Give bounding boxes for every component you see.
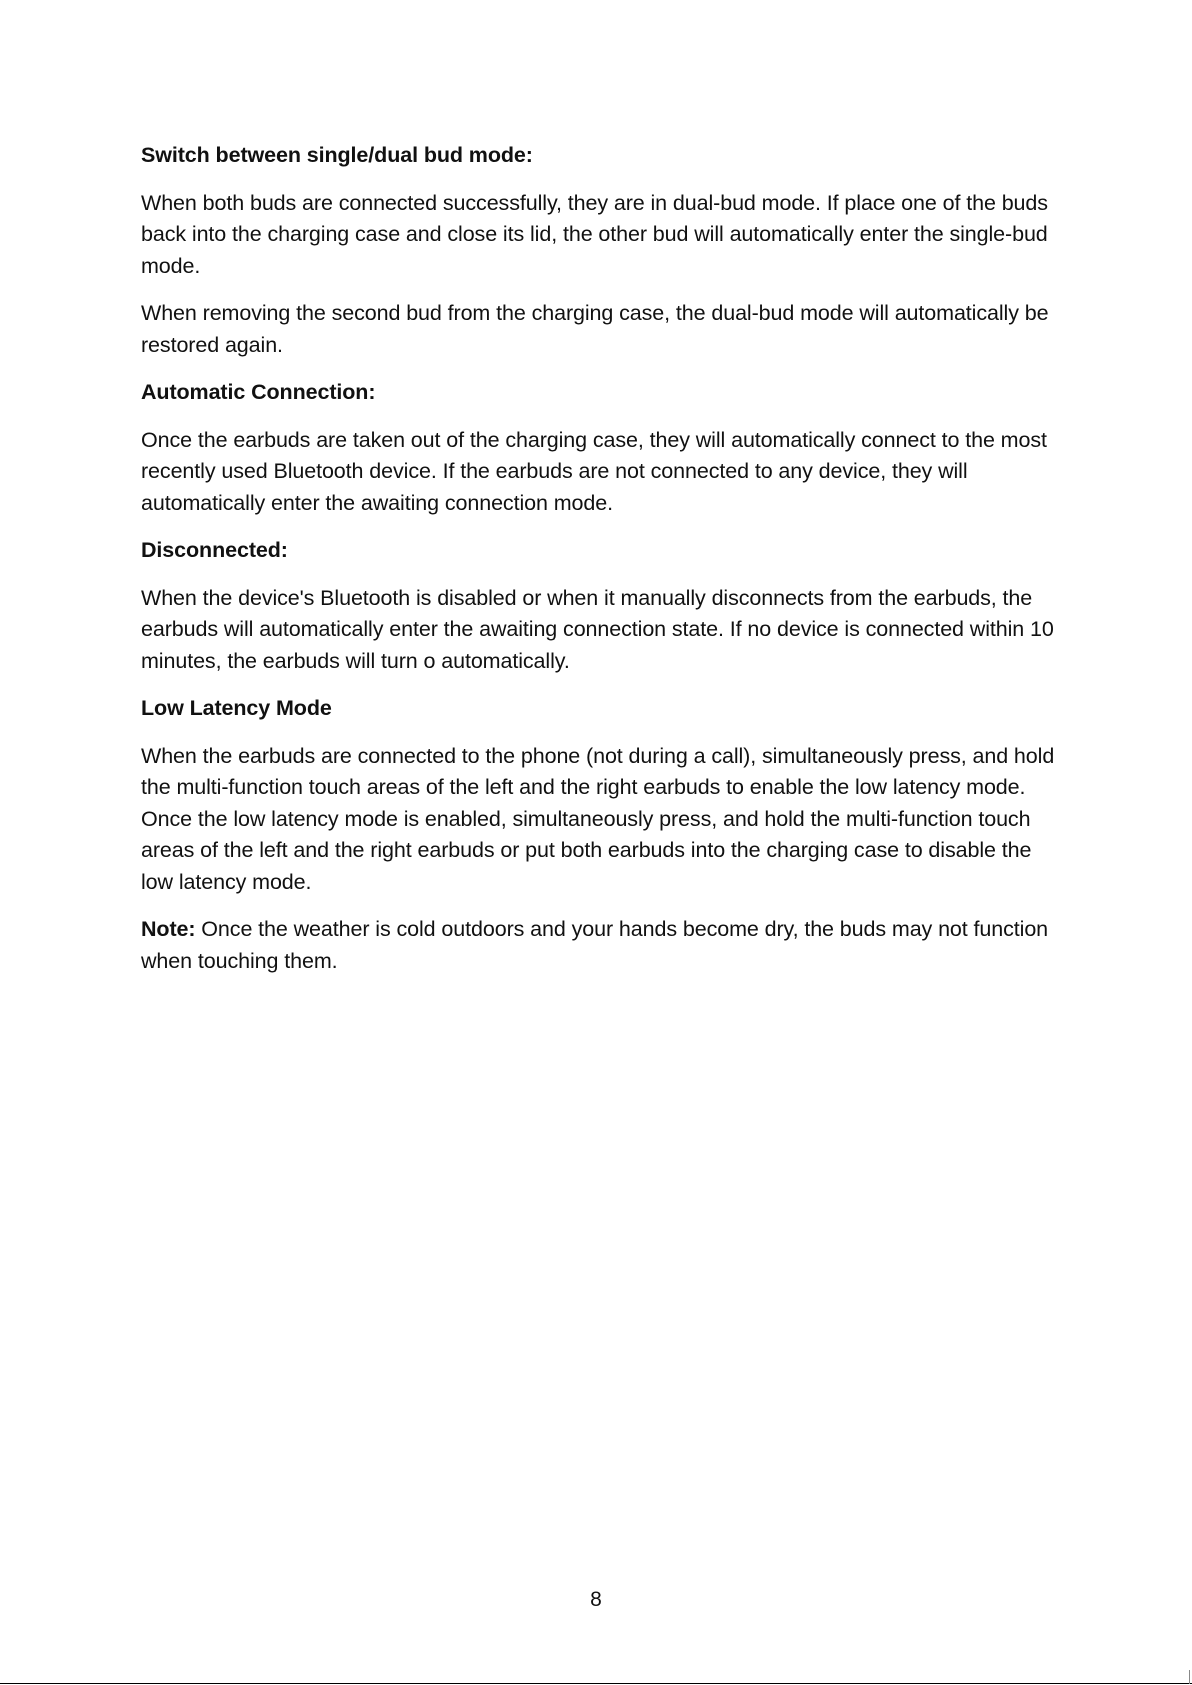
page-content xyxy=(141,140,1061,993)
automatic-connection-paragraph: Once the earbuds are taken out of the charging case, they will automatically connect to the most recently used Bluetooth device. If the earbuds are not connected to any device, they will automatically enter the awaiting connection mode. xyxy=(141,427,1047,515)
automatic-connection-heading: Automatic Connection: xyxy=(141,380,376,404)
note-text: Once the weather is cold outdoors and your hands become dry, the buds may not function when touching them. xyxy=(141,917,1049,973)
switch-mode-heading: Switch between single/dual bud mode: xyxy=(141,143,533,167)
low-latency-paragraph: When the earbuds are connected to the phone (not during a call), simultaneously press, and hold the multi-function touch areas of the left and the right earbuds to enable the low latency mode. Once the low latency mode is enabled, simultaneously press, and hold the multi-function touch areas of the left and the right earbuds or put both earbuds into the charging case to disable the low latency mode. xyxy=(141,743,1055,894)
page-bottom-border xyxy=(0,1683,1192,1684)
switch-mode-paragraph-1: When both buds are connected successfully, they are in dual-bud mode. If place one of the buds back into the charging case and close its lid, the other bud will automatically enter the single-bud mode. xyxy=(141,190,1048,278)
note-paragraph xyxy=(141,914,1061,977)
page-number: 8 xyxy=(590,1588,602,1611)
page-corner-mark xyxy=(1189,1670,1190,1684)
disconnected-paragraph: When the device's Bluetooth is disabled or when it manually disconnects from the earbuds, the earbuds will automatically enter the awaiting connection state. If no device is connected within 10 minutes, the earbuds will turn o automatically. xyxy=(141,585,1054,673)
low-latency-heading: Low Latency Mode xyxy=(141,696,332,720)
switch-mode-paragraph-2: When removing the second bud from the charging case, the dual-bud mode will automatically be restored again. xyxy=(141,301,1049,357)
disconnected-heading: Disconnected: xyxy=(141,538,288,562)
note-label: Note: xyxy=(141,917,196,941)
